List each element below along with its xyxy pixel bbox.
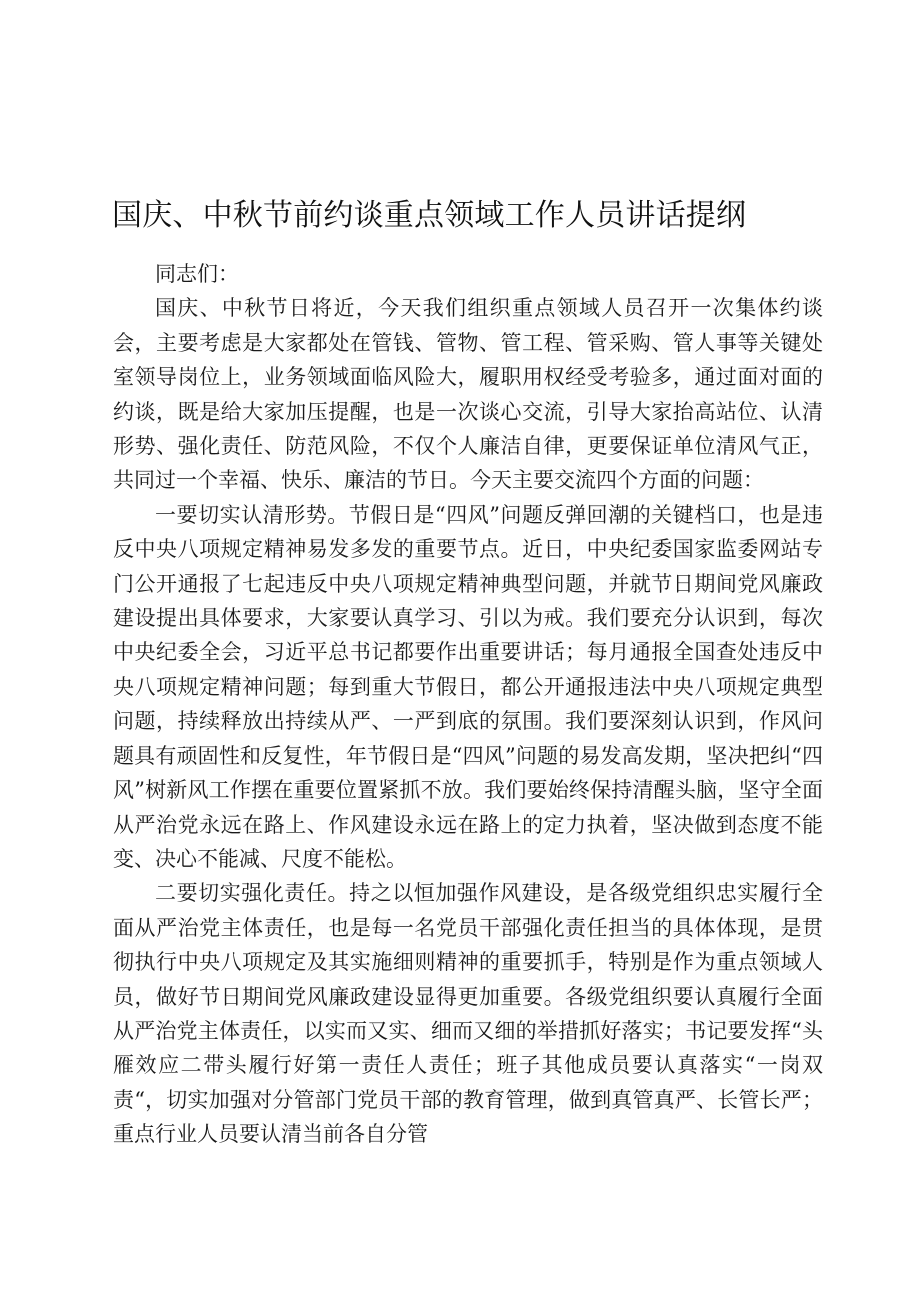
salutation: 同志们： [155, 262, 239, 286]
document-title: 国庆、中秋节前约谈重点领域工作人员讲话提纲 [112, 198, 747, 233]
paragraph-recognize-situation: 一要切实认清形势。节假日是“四风”问题反弹回潮的关键档口，也是违反中央八项规定精神易发多发的重要节点。近日，中央纪委国家监委网站专门公开通报了七起违反中央八项规定精神典型问题，并就节日期间党风廉政建设提出具体要求，大家要认真学习、引以为戒。我们要充分认识到，每次中央纪委全会，习近平总书记都要作出重要讲话；每月通报全国查处违反中央八项规定精神问题；每到重大节假日，都公开通报违法中央八项规定典型问题，持续释放出持续从严、一严到底的氛围。我们要深刻认识到，作风问题具有顽固性和反复性，年节假日是“四风”问题的易发高发期，坚决把纠“四风”树新风工作摆在重要位置紧抓不放。我们要始终保持清醒头脑，坚守全面从严治党永远在路上、作风建设永远在路上的定力执着，坚决做到态度不能变、决心不能减、尺度不能松。 [113, 502, 823, 871]
paragraph-strengthen-responsibility: 二要切实强化责任。持之以恒加强作风建设，是各级党组织忠实履行全面从严治党主体责任，也是每一名党员干部强化责任担当的具体体现，是贯彻执行中央八项规定及其实施细则精神的重要抓手，特别是作为重点领域人员，做好节日期间党风廉政建设显得更加重要。各级党组织要认真履行全面从严治党主体责任，以实而又实、细而又细的举措抓好落实；书记要发挥“头雁效应二带头履行好第一责任人责任；班子其他成员要认真落实“一岗双责“，切实加强对分管部门党员干部的教育管理，做到真管真严、长管长严；重点行业人员要认清当前各自分管 [113, 881, 823, 1147]
document-body [113, 257, 823, 1152]
paragraph-intro: 国庆、中秋节日将近，今天我们组织重点领域人员召开一次集体约谈会，主要考虑是大家都处在管钱、管物、管工程、管采购、管人事等关键处室领导岗位上，业务领域面临风险大，履职用权经受考验多，通过面对面的约谈，既是给大家加压提醒，也是一次谈心交流，引导大家抬高站位、认清形势、强化责任、防范风险，不仅个人廉洁自律，更要保证单位清风气正，共同过一个幸福、快乐、廉洁的节日。今天主要交流四个方面的问题： [113, 296, 823, 493]
